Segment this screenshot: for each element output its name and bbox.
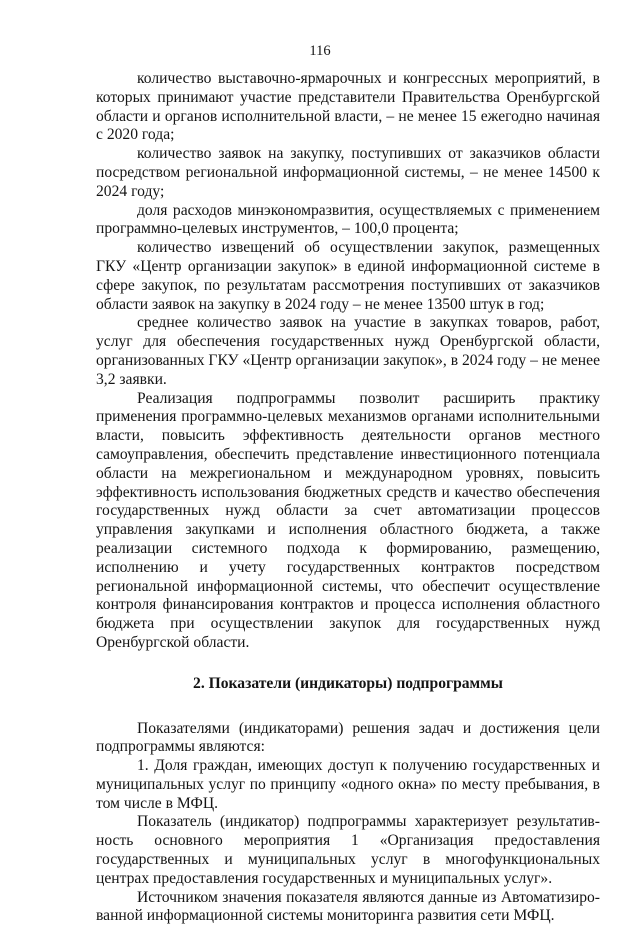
paragraph-data-source: Источником значения показателя являются данные из Автоматизированной информационной системы мониторинга развития сети МФЦ. <box>96 888 600 925</box>
paragraph-average-bids: среднее количество заявок на участие в закупках товаров, работ, услуг для обеспечения государственных нужд Оренбургской области, организованных ГКУ «Центр организации закупок», в 2024 году – не менее 3,2 заявки. <box>96 314 600 388</box>
page-number: 116 <box>309 43 331 59</box>
paragraph-procurement-requests: количество заявок на закупку, поступивших от заказчиков области посредством региональной информационной системы, – не менее 14500 к 2024 году; <box>96 145 600 200</box>
paragraph-exhibition-events: количество выставочно-ярмарочных и конгрессных мероприятий, в которых принимают участие представители Правительства Оренбургской области и органов исполнительной власти, – не менее 15 ежегодно начиная с 2020 года; <box>96 70 600 144</box>
paragraph-indicators-intro: Показателями (индикаторами) решения задач и достижения цели подпрограммы являются: <box>96 719 600 756</box>
document-body <box>96 70 600 926</box>
paragraph-indicator-description: Показатель (индикатор) подпрограммы характеризует результативность основного мероприятия 1 «Организация предоставления государственных и муниципальных услуг в многофункциональных центрах предоставления государственных и муниципальных услуг». <box>96 813 600 887</box>
paragraph-implementation-outcomes: Реализация подпрограммы позволит расширить практику применения программно-целевых механизмов органами исполнительными власти, повысить эффективность деятельности органов местного самоуправления, обеспечить представление инвестиционного потенциала области на межрегиональном и международном уровнях, повысить эффективность использования бюджетных средств и качество обеспечения государственных нужд области за счет автоматизации процессов управления закупками и исполнения областного бюджета, а также реализации системного подхода к формированию, размещению, исполнению и учету государственных контрактов посредством региональной информационной системы, что обеспечит осуществление контроля финансирования контрактов и процесса исполнения областного бюджета при осуществлении закупок для государственных нужд Оренбургской области. <box>96 389 600 651</box>
paragraph-indicator-1: 1. Доля граждан, имеющих доступ к получению государственных и муниципальных услуг по принципу «одного окна» по месту пребывания, в том числе в МФЦ. <box>96 757 600 812</box>
paragraph-expense-share: доля расходов минэкономразвития, осуществляемых с применением программно-целевых инструментов, – 100,0 процента; <box>96 201 600 238</box>
section-heading: 2. Показатели (индикаторы) подпрограммы <box>193 674 503 692</box>
paragraph-procurement-notices: количество извещений об осуществлении закупок, размещенных ГКУ «Центр организации закупок» в единой информационной системе в сфере закупок, по результатам рассмотрения поступивших от заказчиков области заявок на закупку в 2024 году – не менее 13500 штук в год; <box>96 239 600 313</box>
